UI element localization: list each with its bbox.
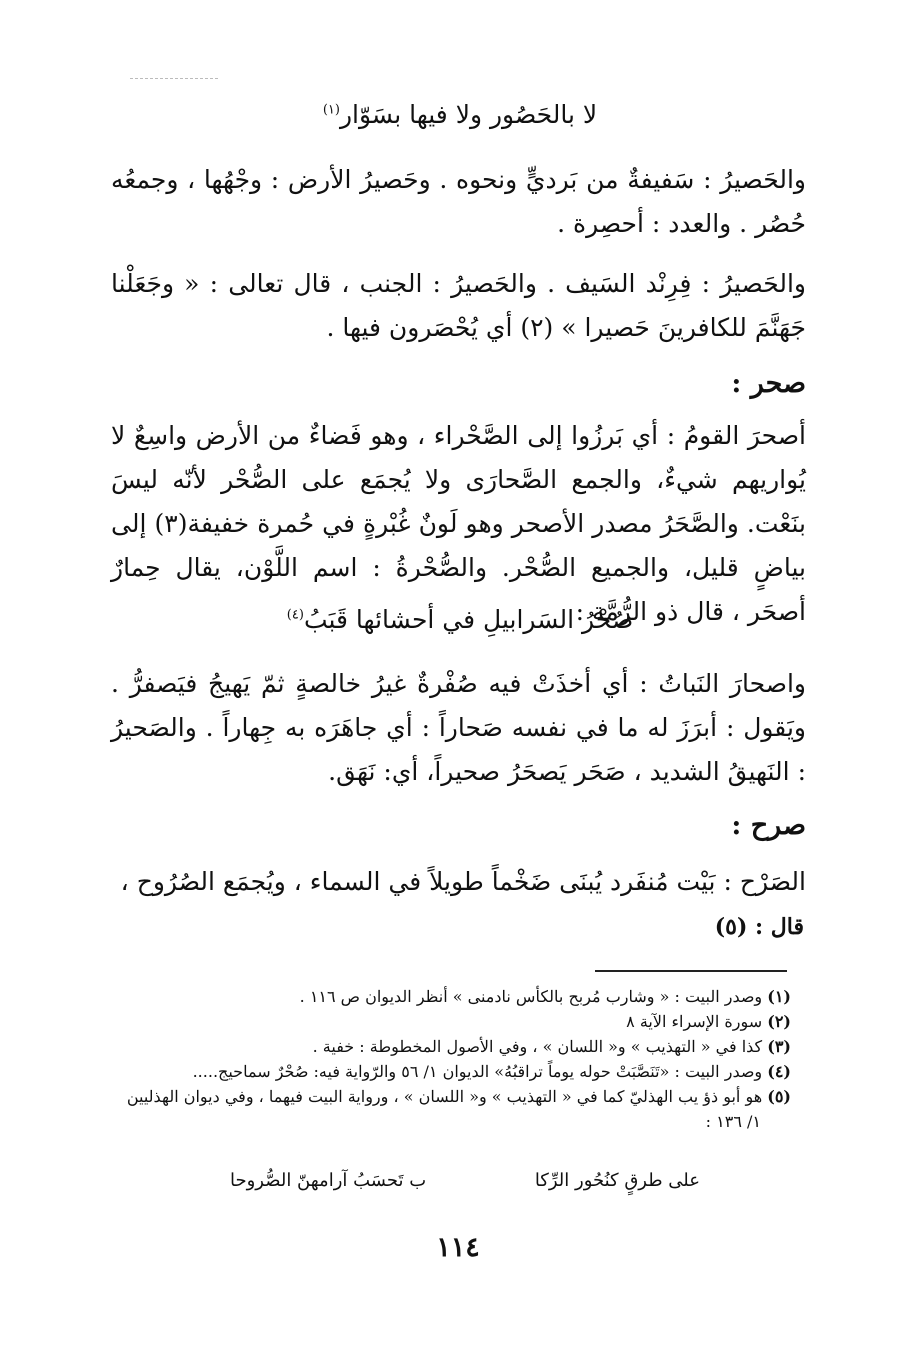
verse-bottom-left: ب تَحسَبُ آرامهنّ الصُّروحا: [230, 1170, 427, 1191]
paragraph-sahr-1: أصحرَ القومُ : أي بَرزُوا إلى الصَّحْراء ، وهو فَضاءٌ من الأرض واسِعٌ لا يُواريهم شيءٌ، والجمع الصَّحارَى ولا يُجمَع على الصُّحْر لأنّه ليسَ بنَعْت. والصَّحَرُ مصدر الأصحر وهو لَونٌ غُبْرةٍ في حُمرة خفيفة(٣) إلى بياضٍ قليل، والجميع الصُّحْر. والصُّحْرةُ : اسم اللَّوْن، يقال حِمارٌ أصحَر ، قال ذو الرُّمَّة :: [111, 421, 806, 626]
footnote-1: [91, 984, 791, 1009]
footnote-text: وصدر البيت : «تَنَصَّبَتْ حوله يوماً تراقبُهُ» الديوان ١/ ٥٦ والرّواية فيه: صُحْرٌ سماحيج.....: [192, 1062, 763, 1081]
footnote-number: (٤): [767, 1062, 791, 1081]
footnote-text: سورة الإسراء الآية ٨: [626, 1012, 763, 1031]
footnote-text: هو أبو ذؤ يب الهذليّ كما في « التهذيب » و« اللسان » ، ورواية البيت فيهما ، وفي ديوان الهذليين: [126, 1087, 763, 1106]
footnote-number: (٥): [767, 1087, 791, 1106]
footnote-4: [91, 1059, 791, 1084]
footnote-number: (٢): [767, 1012, 791, 1031]
qal-label: قال : (٥): [714, 914, 804, 940]
verse-bottom: [230, 1170, 700, 1191]
footnote-number: (٣): [767, 1037, 791, 1056]
scan-mark: [130, 78, 218, 79]
paragraph-hasir-2: والحَصيرُ : فِرِنْد السَيف . والحَصيرُ : الجنب ، قال تعالى : « وجَعَلْنا جَهَنَّمَ للكافرينَ حَصيرا » (٢) أي يُحْصَرون فيها .: [111, 269, 806, 342]
heading-sarh: صرح :: [731, 810, 806, 841]
footnote-5: [91, 1084, 791, 1109]
verse-top-text: لا بالحَصُور ولا فيها بسَوّار: [339, 100, 598, 129]
heading-sahr: صحر :: [731, 368, 806, 399]
verse-bottom-right: على طرقٍ كنُحُور الرِّكا: [534, 1170, 700, 1191]
footnote-5-continuation: ١/ ١٣٦ :: [705, 1112, 761, 1131]
paragraph-hasir-1: والحَصيرُ : سَفيفةٌ من بَرديٍّ ونحوه . وحَصيرُ الأرض : وجْهُها ، وجمعُه حُصُر . والعدد : أحصِرة .: [111, 165, 806, 238]
verse-top: [180, 100, 740, 129]
footnote-text: وصدر البيت : « وشارب مُربح بالكأس نادمنى » أنظر الديوان ص ١١٦ .: [299, 987, 763, 1006]
footnote-3: [91, 1034, 791, 1059]
footnote-2: [91, 1009, 791, 1034]
footnote-rule: [595, 970, 787, 972]
footnotes: [91, 984, 791, 1134]
verse-mid: [200, 605, 720, 634]
verse-top-note: (١): [322, 102, 340, 118]
verse-mid-text: صُحْرُ السَرابيلِ في أحشائها قَبَبُ: [303, 605, 634, 634]
footnote-number: (١): [767, 987, 791, 1006]
verse-mid-note: (٤): [286, 607, 304, 623]
paragraph-sahr-2: واصحارَ النَباتُ : أي أخذَتْ فيه صُفْرةٌ غيرُ خالصةٍ ثمّ يَهيجُ فيَصفرُّ . ويَقول : أبرَزَ له ما في نفسه صَحاراً : أي جاهَرَه به جِهاراً . والصَحيرُ : النَهيقُ الشديد ، صَحَر يَصحَرُ صحيراً، أي: نَهَق.: [111, 669, 806, 786]
paragraph-sarh: الصَرْح : بَيْت مُنفَرد يُبنَى ضَخْماً طويلاً في السماء ، ويُجمَع الصُرُوح ،: [120, 867, 806, 896]
page-number: ١١٤: [436, 1232, 480, 1263]
footnote-text: كذا في « التهذيب » و« اللسان » ، وفي الأصول المخطوطة : خفية .: [312, 1037, 763, 1056]
